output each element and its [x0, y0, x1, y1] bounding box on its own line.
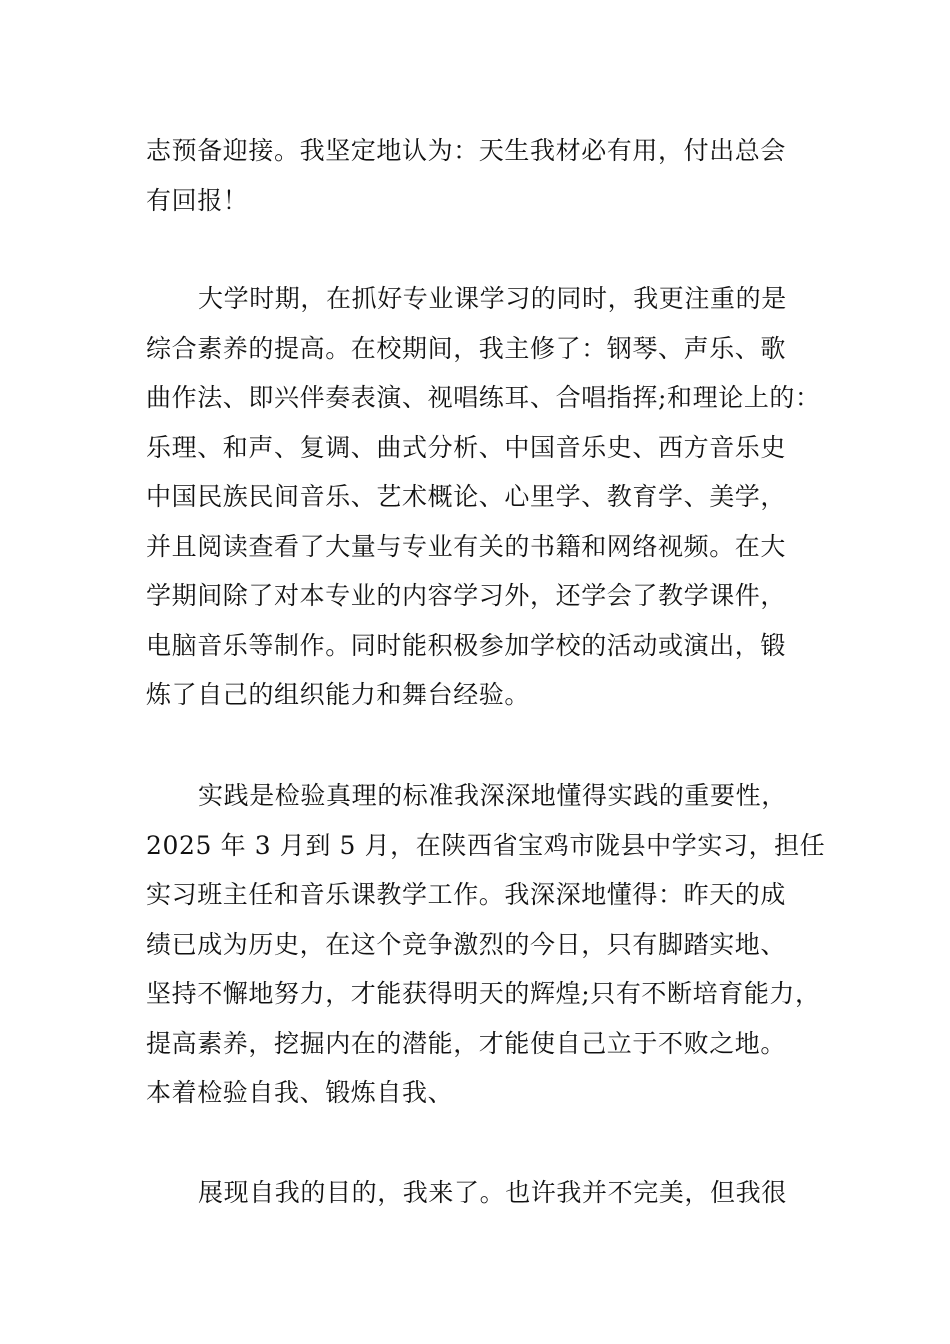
text-line: 坚持不懈地努力，才能获得明天的辉煌;只有不断培育能力，	[146, 979, 821, 1008]
text-line: 绩已成为历史，在这个竞争激烈的今日，只有脚踏实地、	[146, 929, 787, 959]
text-line: 乐理、和声、复调、曲式分析、中国音乐史、西方音乐史	[146, 432, 787, 462]
paragraph-4	[146, 1168, 826, 1218]
text-line: 大学时期，在抓好专业课学习的同时，我更注重的是	[198, 284, 787, 313]
text-line: 并且阅读查看了大量与专业有关的书籍和网络视频。在大	[146, 531, 787, 561]
text-line: 展现自我的目的，我来了。也许我并不完美，但我很	[198, 1178, 787, 1207]
text-line: 提高素养，挖掘内在的潜能，才能使自己立于不败之地。	[146, 1028, 787, 1058]
text-line: 实践是检验真理的标准我深深地懂得实践的重要性，	[198, 781, 787, 810]
text-line: 实习班主任和音乐课教学工作。我深深地懂得：昨天的成	[146, 880, 787, 909]
text-line: 本着检验自我、锻炼自我、	[146, 1078, 454, 1107]
text-line: 中国民族民间音乐、艺术概论、心里学、教育学、美学，	[146, 482, 787, 511]
text-line: 电脑音乐等制作。同时能积极参加学校的活动或演出，锻	[146, 630, 787, 660]
text-line: 志预备迎接。我坚定地认为：天生我材必有用，付出总会	[146, 136, 787, 165]
paragraph-3	[146, 771, 826, 1118]
paragraph-1	[146, 126, 826, 225]
text-line: 有回报！	[146, 185, 249, 215]
text-line: 学期间除了对本专业的内容学习外，还学会了教学课件，	[146, 581, 787, 610]
text-line: 综合素养的提高。在校期间，我主修了：钢琴、声乐、歌	[146, 333, 787, 363]
paragraph-2	[146, 274, 826, 720]
text-line: 炼了自己的组织能力和舞台经验。	[146, 680, 531, 709]
text-line: 曲作法、即兴伴奏表演、视唱练耳、合唱指挥;和理论上的：	[146, 383, 821, 412]
text-line: 2025 年 3 月到 5 月，在陕西省宝鸡市陇县中学实习，担任	[146, 830, 826, 860]
